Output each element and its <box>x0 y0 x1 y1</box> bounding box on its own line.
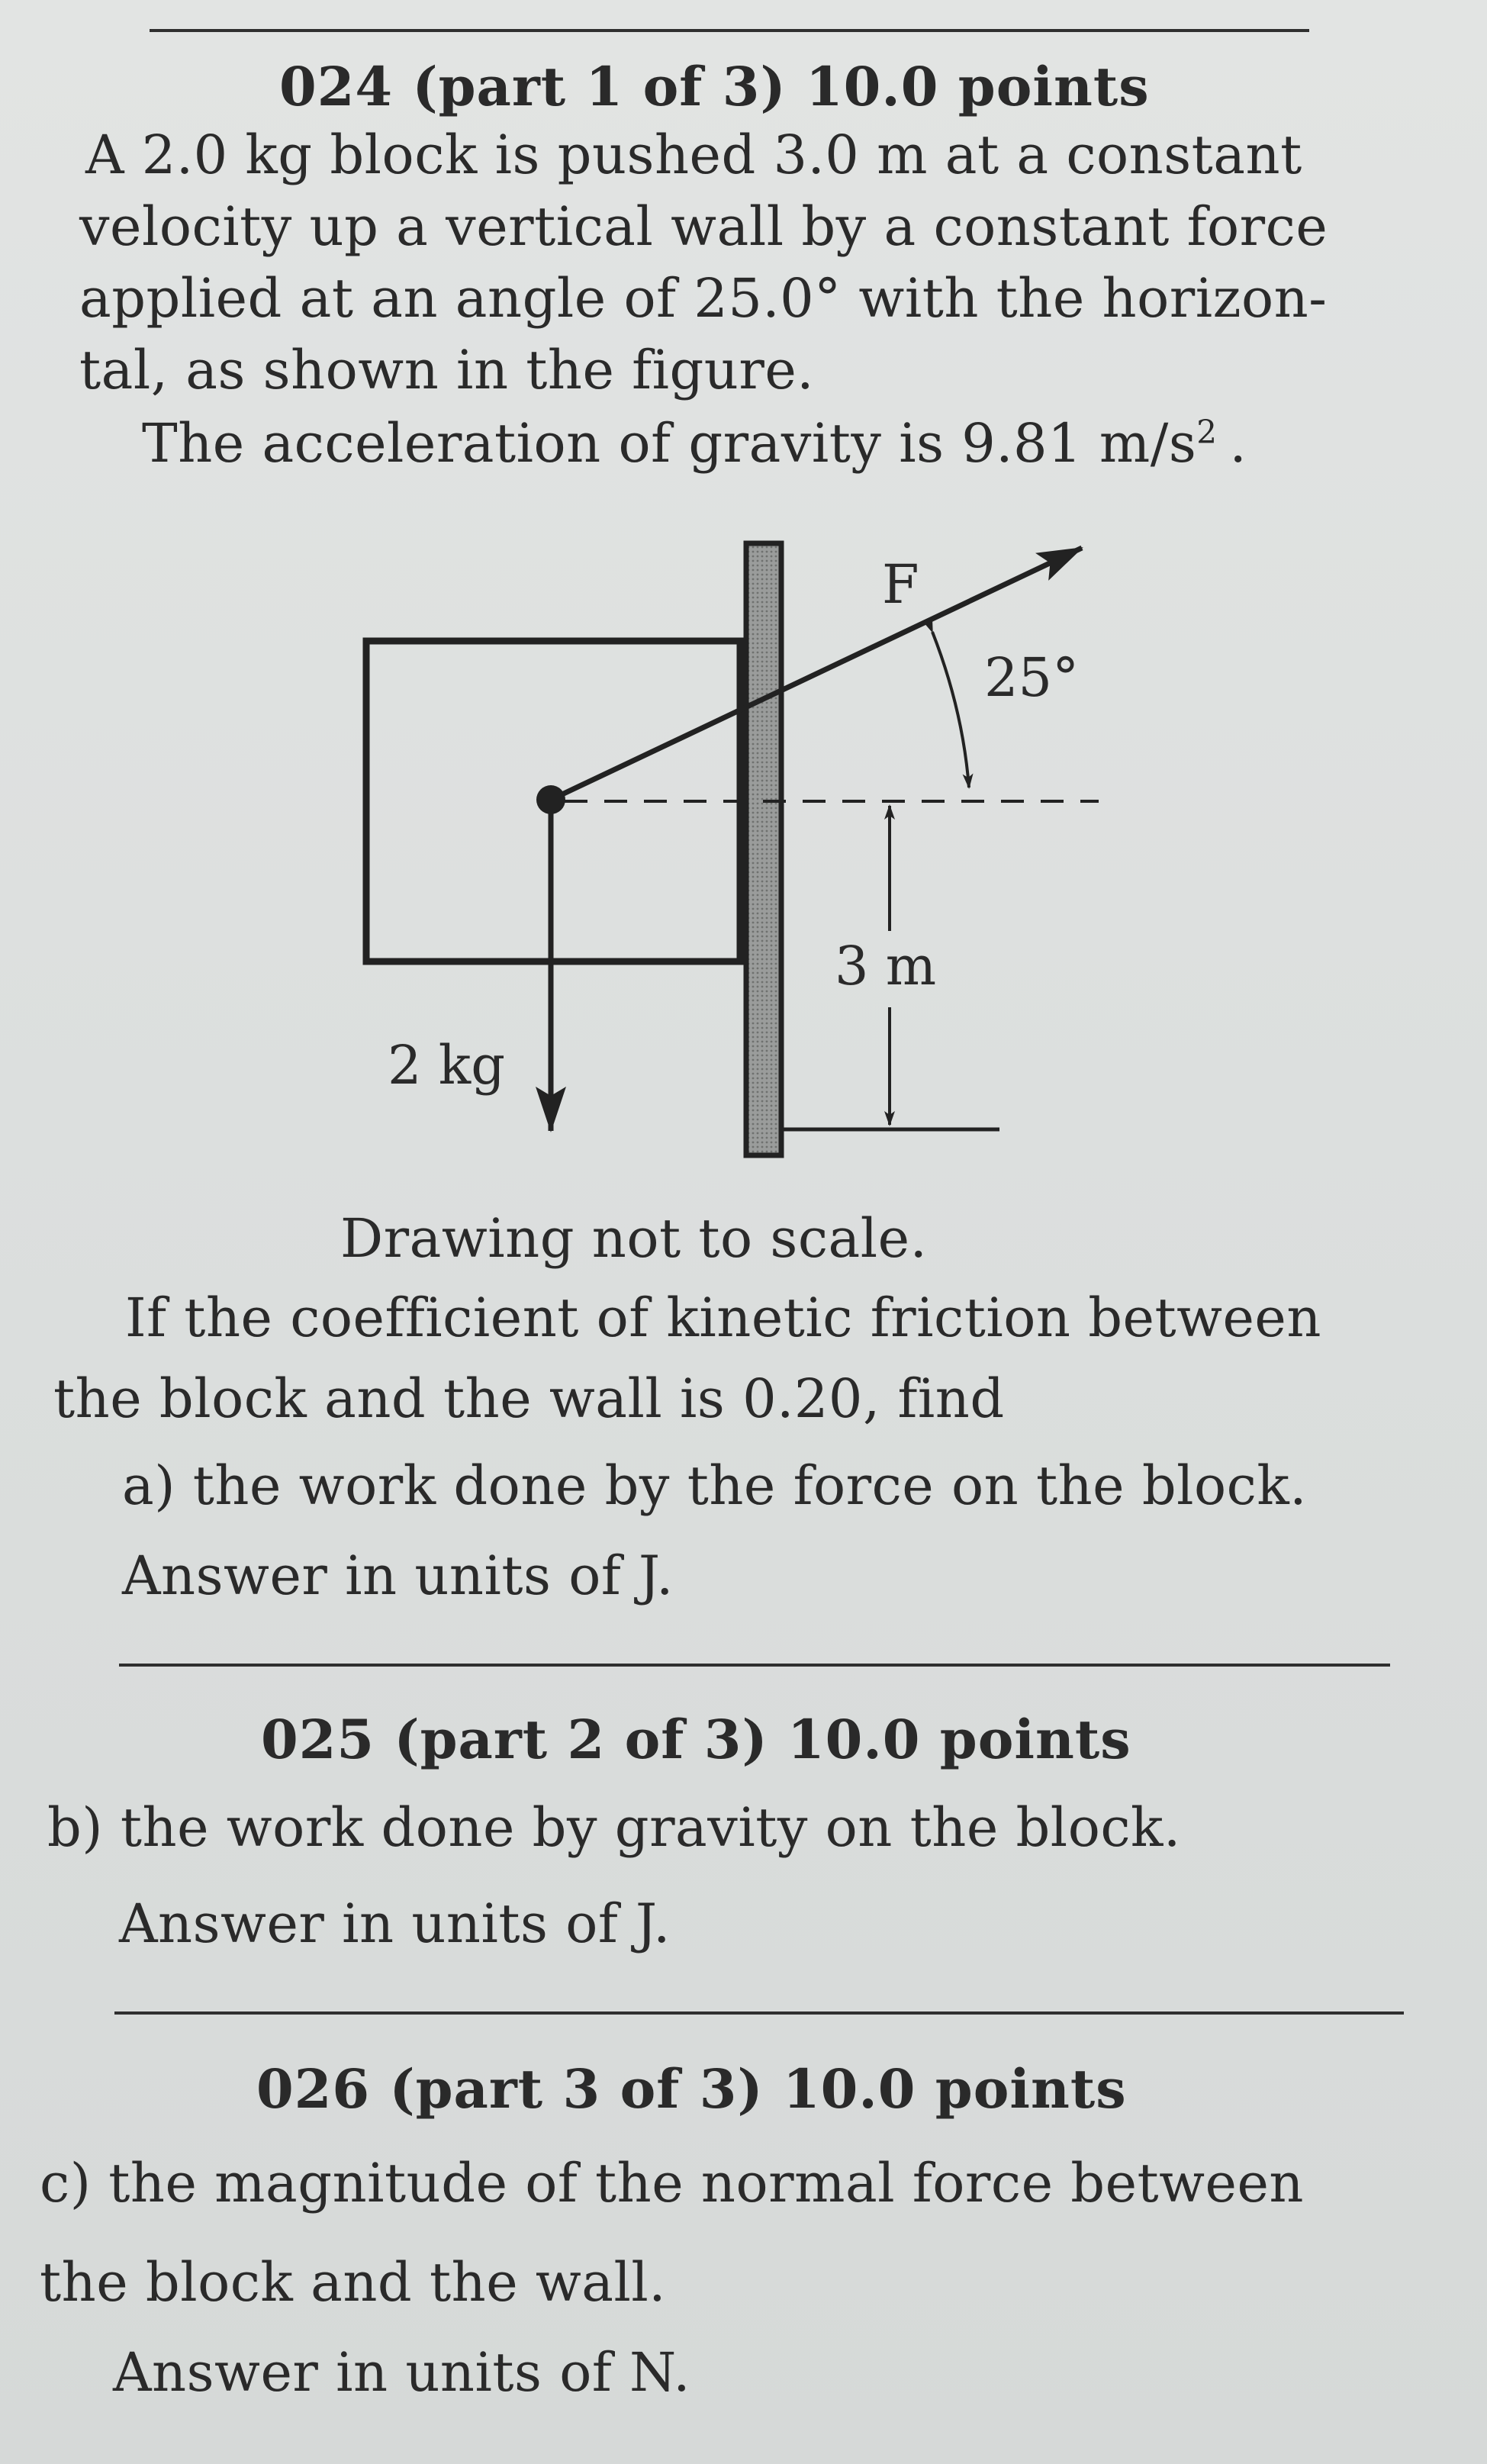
angle-label: 25° <box>984 646 1080 709</box>
force-label: F <box>882 553 919 616</box>
distance-label: 3 m <box>835 935 937 997</box>
problem-026-header: 026 (part 3 of 3) 10.0 points <box>256 2057 1127 2121</box>
part-c-question-line-2: the block and the wall. <box>40 2251 667 2314</box>
gravity-text: The acceleration of gravity is 9.81 m/s <box>142 412 1197 475</box>
gravity-exponent: 2 <box>1196 413 1218 451</box>
part-a-answer-units: Answer in units of J. <box>122 1544 674 1607</box>
problem-024-text-line-2: velocity up a vertical wall by a constant force <box>79 195 1328 258</box>
part-b-answer-units: Answer in units of J. <box>119 1892 671 1955</box>
rule-after-024 <box>119 1664 1390 1667</box>
mass-label: 2 kg <box>388 1034 506 1097</box>
gravity-period: . <box>1229 412 1247 475</box>
part-a-question: a) the work done by the force on the block. <box>122 1454 1308 1517</box>
question-line-2: the block and the wall is 0.20, find <box>53 1367 1005 1430</box>
part-c-question-line-1: c) the magnitude of the normal force between <box>40 2152 1304 2214</box>
problem-025-header: 025 (part 2 of 3) 10.0 points <box>261 1708 1131 1771</box>
part-b-question: b) the work done by gravity on the block. <box>47 1796 1181 1859</box>
problem-024-text-line-4: tal, as shown in the figure. <box>79 339 814 401</box>
figure-caption: Drawing not to scale. <box>340 1207 928 1270</box>
problem-024-text-line-3: applied at an angle of 25.0° with the horizon- <box>79 267 1328 330</box>
problem-024-header: 024 (part 1 of 3) 10.0 points <box>279 55 1150 118</box>
part-c-answer-units: Answer in units of N. <box>113 2341 691 2404</box>
rule-after-025 <box>114 2011 1404 2015</box>
question-line-1: If the coefficient of kinetic friction between <box>125 1287 1321 1349</box>
wall <box>746 543 781 1155</box>
angle-arc <box>932 632 969 788</box>
problem-024-text-line-1: A 2.0 kg block is pushed 3.0 m at a constant <box>85 124 1302 186</box>
